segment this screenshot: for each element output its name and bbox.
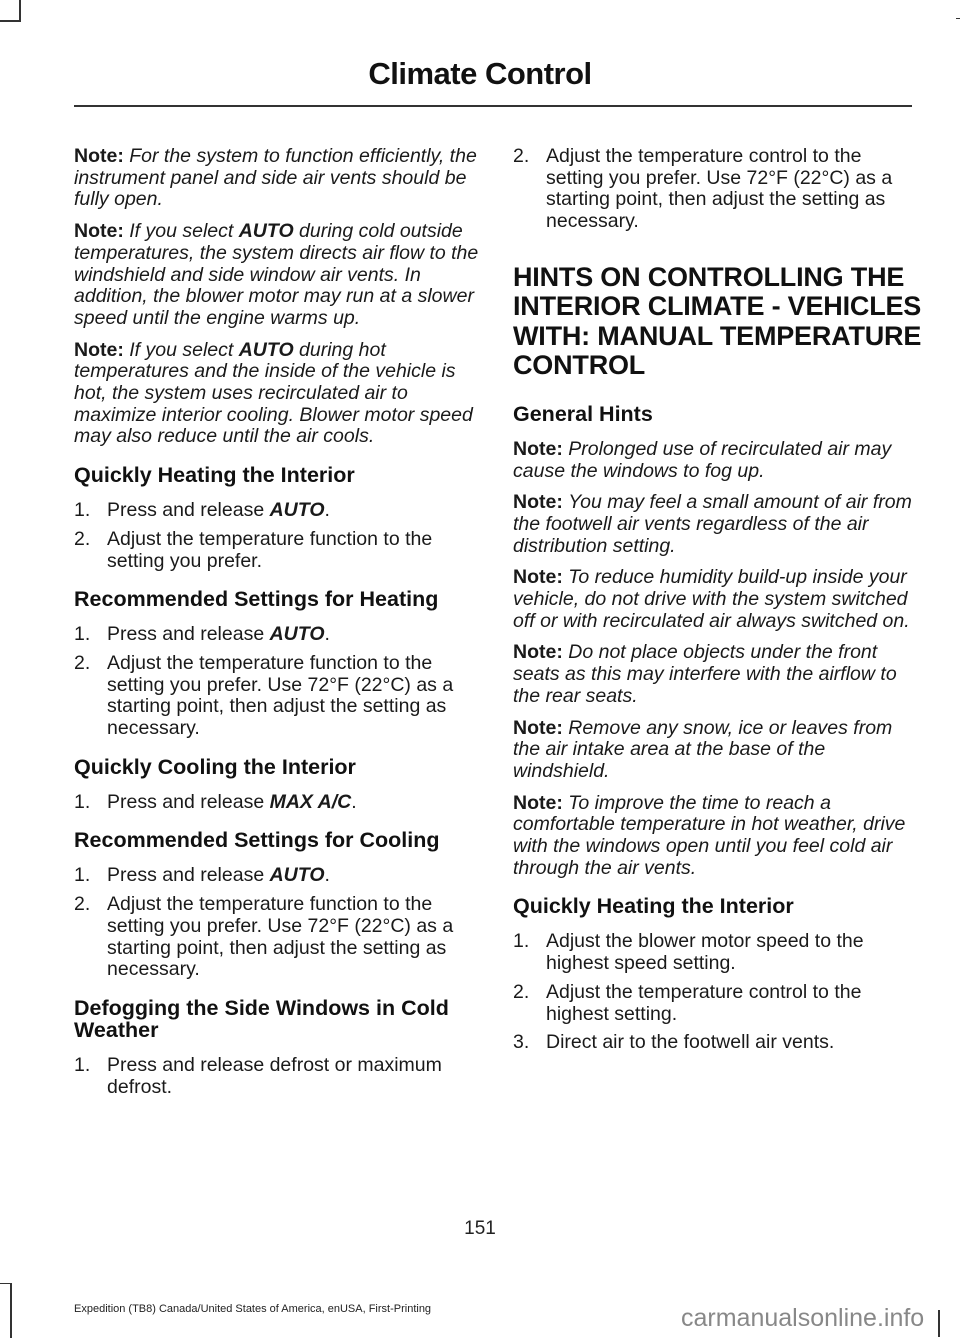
note-label: Note: — [513, 437, 563, 460]
note-text: For the system to function efficiently, the instrument panel and side air vents should be fully open. — [74, 145, 477, 211]
note-text: If you select — [129, 338, 239, 361]
crop-mark-top-left — [0, 0, 21, 22]
note-label: Note: — [74, 145, 124, 167]
step-text: Direct air to the footwell air vents. — [546, 1031, 835, 1054]
subsection-heading: General Hints — [513, 401, 653, 426]
step-text: Press and release defrost or maximum defrost. — [107, 1053, 442, 1098]
note-text: during hot temperatures and the inside of the vehicle is hot, the system uses recirculated air to maximize interior cooling. Blower motor speed may also reduce until the air cools. — [74, 338, 473, 448]
left-column — [74, 146, 484, 1105]
section-heading: Recommended Settings for Cooling — [74, 828, 440, 853]
step-number: 1. — [513, 930, 530, 953]
note-label: Note: — [513, 566, 563, 589]
step-text: Adjust the temperature function to the setting you prefer. Use 72°F (22°C) as a starting point, then adjust the setting as necessary. — [107, 651, 454, 740]
note-label: Note: — [74, 220, 124, 243]
list-item: 1. Press and release AUTO. — [74, 623, 330, 646]
note-label: Note: — [513, 641, 563, 664]
note-label: Note: — [513, 491, 563, 514]
note — [513, 718, 923, 783]
step-number: 1. — [74, 499, 91, 522]
note — [513, 793, 923, 880]
note-label: Note: — [513, 716, 563, 739]
step-number: 2. — [513, 980, 530, 1003]
step-text: Press and release — [107, 790, 270, 813]
button-name-auto: AUTO — [238, 338, 294, 361]
step-text: Adjust the temperature function to the setting you prefer. Use 72°F (22°C) as a starting point, then adjust the setting as necessary. — [107, 893, 454, 981]
list-item — [74, 653, 484, 740]
list-item: 1. Press and release AUTO. — [74, 499, 330, 522]
note — [74, 340, 484, 449]
header-divider — [74, 105, 912, 107]
watermark-link[interactable]: carmanualsonline.info — [681, 1304, 925, 1332]
list-item — [513, 982, 923, 1025]
note-text: Prolonged use of recirculated air may cause the windows to fog up. — [513, 437, 892, 482]
button-name: AUTO — [269, 499, 325, 522]
step-number: 1. — [74, 790, 91, 813]
list-item — [513, 146, 923, 233]
section-heading: Quickly Heating the Interior — [74, 463, 355, 488]
step-number: 2. — [513, 145, 530, 167]
step-text: Adjust the blower motor speed to the highest speed setting. — [546, 930, 864, 975]
note — [513, 492, 923, 557]
note-text: To reduce humidity build-up inside your vehicle, do not drive with the system switched off or with recirculated air always switched on. — [513, 566, 910, 632]
note — [74, 221, 484, 330]
note-text: during cold outside temperatures, the system directs air flow to the windshield and side window air vents. In addition, the blower motor may run at a slower speed until the engine warms up. — [74, 220, 479, 329]
list-item — [74, 1055, 484, 1098]
note-label: Note: — [513, 791, 563, 814]
step-number: 1. — [74, 864, 91, 887]
note-text: Do not place objects under the front seats as this may interfere with the airflow to the rear seats. — [513, 641, 897, 707]
list-item — [513, 1032, 923, 1054]
step-number: 1. — [74, 1053, 91, 1076]
section-heading: Quickly Heating the Interior — [513, 894, 794, 919]
section-heading: Defogging the Side Windows in Cold Weather — [74, 995, 449, 1042]
button-name-auto: AUTO — [238, 220, 294, 243]
note — [74, 146, 484, 211]
step-text: Press and release — [107, 623, 270, 646]
note — [513, 642, 923, 707]
list-item — [74, 529, 484, 572]
note — [513, 567, 923, 632]
step-text: Adjust the temperature control to the setting you prefer. Use 72°F (22°C) as a starting point, then adjust the setting as necessary. — [546, 145, 893, 233]
button-name: MAX A/C — [269, 790, 352, 813]
step-text: Press and release — [107, 864, 270, 887]
note-label: Note: — [74, 338, 124, 361]
note-text: You may feel a small amount of air from the footwell air vents regardless of the air distribution setting. — [513, 491, 912, 557]
note — [513, 439, 923, 482]
right-column — [513, 146, 923, 1061]
page-header-title: Climate Control — [368, 56, 592, 91]
page-number: 151 — [464, 1218, 496, 1239]
crop-mark-bottom-right — [938, 1310, 940, 1337]
step-number: 2. — [74, 651, 91, 674]
section-heading: Recommended Settings for Heating — [74, 587, 439, 612]
step-number: 1. — [74, 623, 91, 646]
note-text: If you select — [129, 220, 239, 243]
step-number: 2. — [74, 893, 91, 916]
main-section-heading: HINTS ON CONTROLLING THE INTERIOR CLIMATE - VEHICLES WITH: MANUAL TEMPERATURE CONTROL — [513, 261, 922, 381]
list-item — [513, 931, 923, 974]
crop-mark-bottom-left — [0, 1283, 12, 1338]
note-text: Remove any snow, ice or leaves from the air intake area at the base of the windshield. — [513, 716, 893, 782]
edition-footer: Expedition (TB8) Canada/United States of America, enUSA, First-Printing — [74, 1303, 432, 1315]
list-item: 1. Press and release AUTO. — [74, 864, 330, 887]
list-item: 1. Press and release MAX A/C. — [74, 790, 357, 813]
section-heading: Quickly Cooling the Interior — [74, 754, 356, 779]
step-text: Adjust the temperature control to the highest setting. — [546, 980, 862, 1025]
step-text: Adjust the temperature function to the setting you prefer. — [107, 527, 433, 572]
button-name: AUTO — [269, 623, 325, 646]
step-number: 2. — [74, 527, 91, 550]
list-item — [74, 894, 484, 981]
step-number: 3. — [513, 1031, 530, 1054]
step-text: Press and release — [107, 499, 270, 522]
crop-mark-top-right — [956, 18, 960, 20]
button-name: AUTO — [269, 864, 325, 887]
note-text: To improve the time to reach a comfortable temperature in hot weather, drive with the windows open until you feel cold air through the air vents. — [513, 791, 906, 879]
